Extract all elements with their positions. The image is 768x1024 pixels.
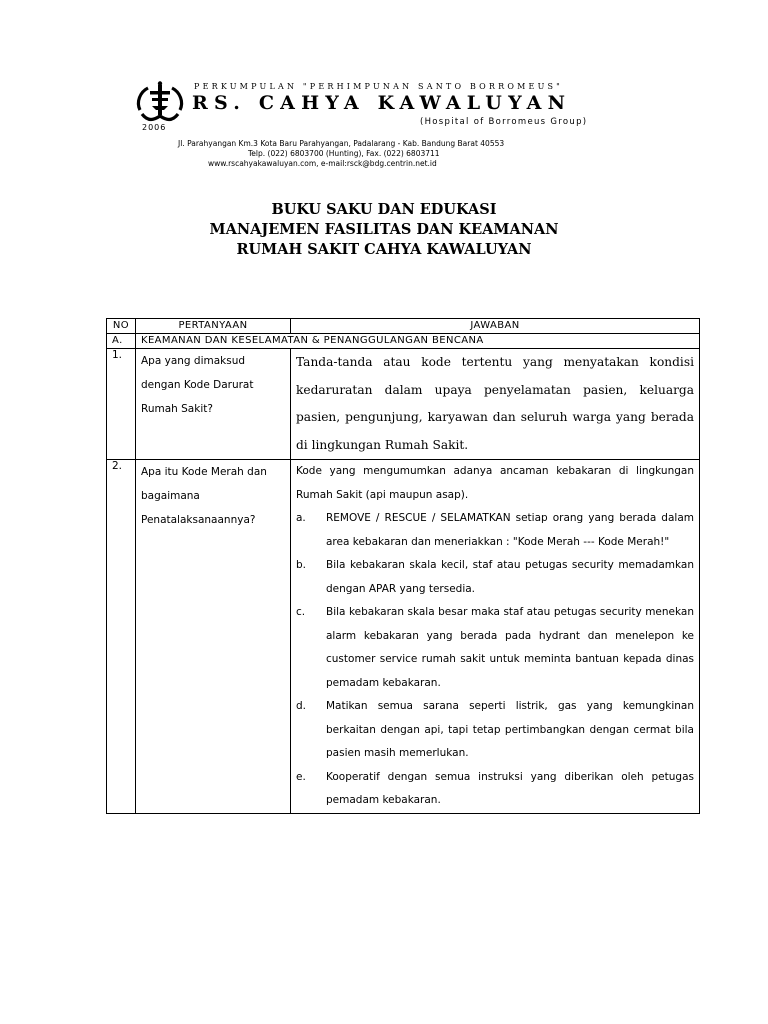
title-line-3: RUMAH SAKIT CAHYA KAWALUYAN [236, 241, 532, 258]
list-item [296, 554, 694, 601]
hospital-subtitle: (Hospital of Borromeus Group) [420, 117, 588, 127]
document-title [0, 200, 768, 260]
list-item [296, 507, 694, 554]
borromeus-cross-hands-logo-icon [134, 80, 186, 132]
title-line-2: MANAJEMEN FASILITAS DAN KEAMANAN [209, 221, 559, 238]
section-no: A. [107, 334, 136, 349]
row-no: 2. [107, 460, 136, 814]
row-question: Apa yang dimaksud dengan Kode Darurat Rumah Sakit? [136, 349, 291, 460]
list-item-text: Bila kebakaran skala kecil, staf atau petugas security memadamkan dengan APAR yang tersedia. [326, 559, 694, 595]
row-answer: Tanda-tanda atau kode tertentu yang menyatakan kondisi kedaruratan dalam upaya penyelamatan pasien, keluarga pasien, pengunjung, karyawan dan seluruh warga yang berada di lingkungan Rumah Sakit. [291, 349, 700, 460]
list-item-text: Kooperatif dengan semua instruksi yang diberikan oleh petugas pemadam kebakaran. [326, 770, 694, 806]
table-row [107, 460, 700, 814]
address-line-3: www.rscahyakawaluyan.com, e-mail:rsck@bdg.centrin.net.id [208, 159, 437, 168]
list-item-label: a. [296, 512, 306, 524]
list-item [296, 695, 694, 766]
list-item-label: e. [296, 770, 306, 783]
address-line-1: Jl. Parahyangan Km.3 Kota Baru Parahyangan, Padalarang - Kab. Bandung Barat 40553 [178, 139, 505, 148]
list-item-text: Bila kebakaran skala besar maka staf atau petugas security menekan alarm kebakaran yang berada pada hydrant dan menelepon ke customer service rumah sakit untuk meminta bantuan kepada dinas pemadam kebakaran. [326, 606, 694, 689]
list-item-label: b. [296, 559, 307, 571]
section-row [107, 334, 700, 349]
qa-table [106, 318, 700, 814]
list-item [296, 601, 694, 695]
table-header-row [107, 319, 700, 334]
answer-lead: Kode yang mengumumkan adanya ancaman kebakaran di lingkungan Rumah Sakit (api maupun asap). [296, 465, 694, 501]
list-item-text: REMOVE / RESCUE / SELAMATKAN setiap orang yang berada dalam area kebakaran dan meneriakkan : "Kode Merah --- Kode Merah!" [326, 512, 694, 548]
hospital-name: RS. CAHYA KAWALUYAN [192, 92, 572, 114]
address-line-2: Telp. (022) 6803700 (Hunting), Fax. (022) 6803711 [248, 149, 440, 158]
logo-year: 2006 [142, 123, 167, 132]
list-item-label: d. [296, 700, 307, 712]
header-question: PERTANYAAN [136, 319, 291, 334]
list-item-label: c. [296, 606, 306, 618]
title-line-1: BUKU SAKU DAN EDUKASI [271, 201, 497, 218]
header-no: NO [107, 319, 136, 334]
list-item-text: Matikan semua sarana seperti listrik, gas yang kemungkinan berkaitan dengan api, tapi tetap pertimbangkan dengan cermat bila pasien masih memerlukan. [326, 700, 694, 759]
header-answer: JAWABAN [291, 319, 700, 334]
section-label: KEAMANAN DAN KESELAMATAN & PENANGGULANGAN BENCANA [136, 334, 700, 349]
row-answer [291, 460, 700, 814]
organization-line: PERKUMPULAN "PERHIMPUNAN SANTO BORROMEUS" [194, 82, 564, 91]
table-row [107, 349, 700, 460]
letterhead [134, 80, 634, 170]
row-question: Apa itu Kode Merah dan bagaimana Penatalaksanaannya? [136, 460, 291, 814]
row-no: 1. [107, 349, 136, 460]
list-item [296, 766, 694, 813]
